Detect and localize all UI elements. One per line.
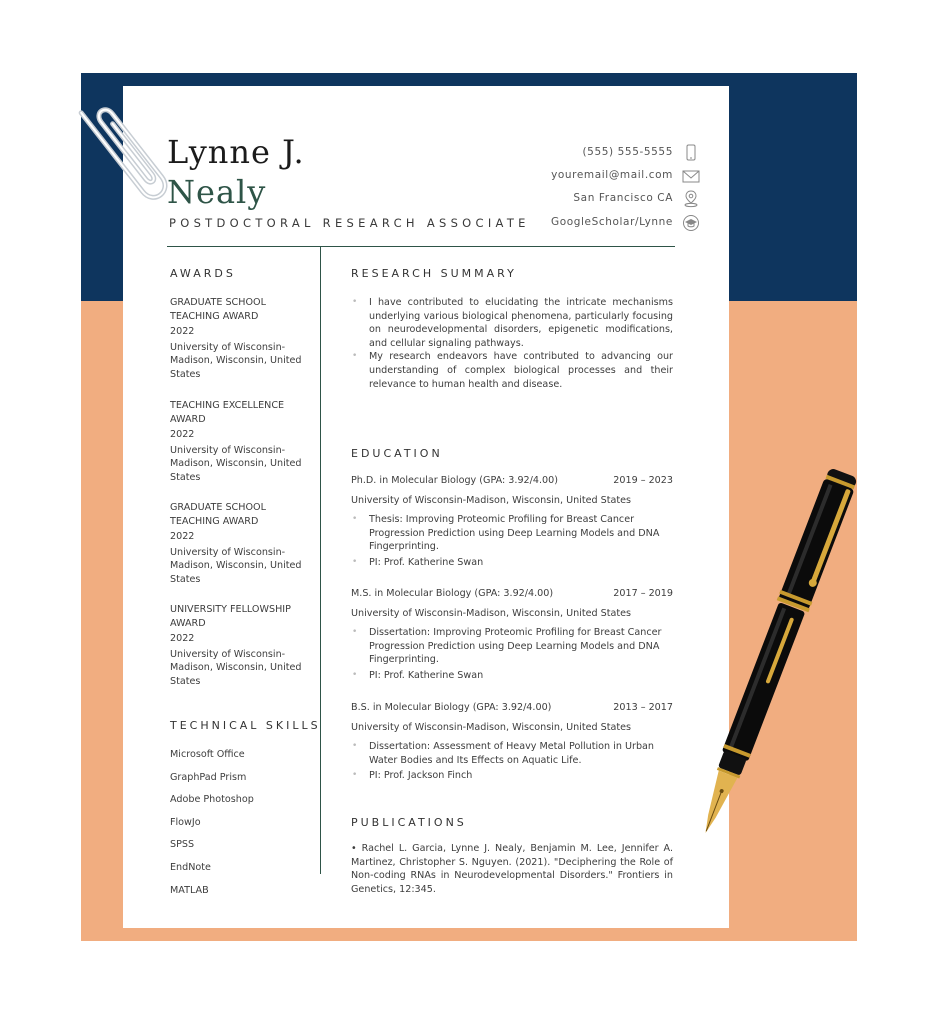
degree-title: B.S. in Molecular Biology (GPA: 3.92/4.00)	[351, 702, 552, 713]
award-item	[170, 603, 310, 689]
award-institution: University of Wisconsin-Madison, Wisconsin, United States	[170, 546, 302, 585]
degree-dates: 2019 – 2023	[613, 475, 673, 486]
award-item	[170, 399, 310, 485]
degree-detail: • PI: Prof. Katherine Swan	[351, 556, 673, 570]
skill-item: MATLAB	[170, 884, 209, 896]
job-title: POSTDOCTORAL RESEARCH ASSOCIATE	[169, 216, 530, 230]
degree-detail: • PI: Prof. Katherine Swan	[351, 669, 673, 683]
education-entry	[351, 701, 673, 783]
award-year: 2022	[170, 326, 195, 338]
degree-title: Ph.D. in Molecular Biology (GPA: 3.92/4.00)	[351, 475, 558, 486]
skills-list	[170, 748, 310, 906]
award-year: 2022	[170, 633, 195, 645]
summary-item: • My research endeavors have contributed to advancing our understanding of complex biological processes and their relevance to human health and disease.	[351, 350, 673, 391]
skill-item: FlowJo	[170, 816, 201, 828]
skill-item: SPSS	[170, 839, 195, 851]
contact-phone[interactable]: (555) 555-5555	[582, 146, 673, 158]
degree-dates: 2017 – 2019	[613, 588, 673, 599]
degree-dates: 2013 – 2017	[613, 702, 673, 713]
degree-detail: • Dissertation: Improving Proteomic Profiling for Breast Cancer Progression Prediction using Deep Learning Models and DNA Fingerprinting.	[351, 626, 673, 667]
publications-heading: PUBLICATIONS	[351, 816, 467, 829]
fountain-pen-image	[680, 455, 860, 875]
award-institution: University of Wisconsin-Madison, Wisconsin, United States	[170, 648, 302, 687]
paperclip-image	[78, 88, 168, 223]
skill-item: GraphPad Prism	[170, 771, 247, 783]
research-summary-list	[351, 296, 673, 391]
location-icon	[681, 190, 701, 208]
contact-location: San Francisco CA	[573, 192, 673, 204]
mail-icon	[681, 168, 701, 186]
phone-icon	[681, 144, 701, 162]
degree-university: University of Wisconsin-Madison, Wisconsin, United States	[351, 721, 632, 733]
education-heading: EDUCATION	[351, 447, 443, 460]
award-year: 2022	[170, 429, 195, 441]
award-title: GRADUATE SCHOOL TEACHING AWARD	[170, 502, 266, 527]
publication-item: • Rachel L. Garcia, Lynne J. Nealy, Benjamin M. Lee, Jennifer A. Martinez, Christopher S. Nguyen. (2021). "Deciphering the Role of Non-coding RNAs in Neurodevelopmental Disorders." Frontiers in Genetics, 12:345.	[351, 843, 673, 895]
degree-university: University of Wisconsin-Madison, Wisconsin, United States	[351, 607, 632, 619]
award-institution: University of Wisconsin-Madison, Wisconsin, United States	[170, 341, 302, 380]
skill-item: EndNote	[170, 861, 211, 873]
award-title: UNIVERSITY FELLOWSHIP AWARD	[170, 604, 291, 629]
award-item	[170, 296, 310, 382]
resume-sheet	[123, 86, 729, 928]
degree-detail: • PI: Prof. Jackson Finch	[351, 769, 673, 783]
education-entry	[351, 587, 673, 683]
award-title: GRADUATE SCHOOL TEACHING AWARD	[170, 297, 266, 322]
skill-item: Adobe Photoshop	[170, 794, 254, 806]
contact-email[interactable]: youremail@mail.com	[551, 169, 673, 181]
scholar-icon	[681, 214, 701, 232]
contact-scholar[interactable]: GoogleScholar/Lynne	[550, 216, 673, 228]
header-divider	[167, 246, 675, 247]
technical-skills-heading: TECHNICAL SKILLS	[170, 719, 321, 732]
skill-item: Microsoft Office	[170, 749, 245, 760]
awards-heading: AWARDS	[170, 267, 236, 280]
research-summary-heading: RESEARCH SUMMARY	[351, 267, 517, 280]
column-divider	[320, 247, 321, 874]
education-entry	[351, 474, 673, 570]
name-first: Lynne J.	[167, 133, 305, 171]
degree-title: M.S. in Molecular Biology (GPA: 3.92/4.00)	[351, 588, 554, 599]
summary-item: • I have contributed to elucidating the intricate mechanisms underlying various biological phenomena, particularly focusing on neurodevelopmental disorders, epigenetic modifications, and cellular signaling pathways.	[351, 296, 673, 350]
degree-detail: • Dissertation: Assessment of Heavy Metal Pollution in Urban Water Bodies and Its Effects on Aquatic Life.	[351, 740, 673, 767]
award-year: 2022	[170, 531, 195, 543]
award-institution: University of Wisconsin-Madison, Wisconsin, United States	[170, 444, 302, 483]
degree-university: University of Wisconsin-Madison, Wisconsin, United States	[351, 494, 632, 506]
degree-detail: • Thesis: Improving Proteomic Profiling for Breast Cancer Progression Prediction using Deep Learning Models and DNA Fingerprinting.	[351, 513, 673, 554]
award-title: TEACHING EXCELLENCE AWARD	[170, 400, 285, 425]
name-last: Nealy	[167, 173, 267, 211]
award-item	[170, 501, 310, 587]
